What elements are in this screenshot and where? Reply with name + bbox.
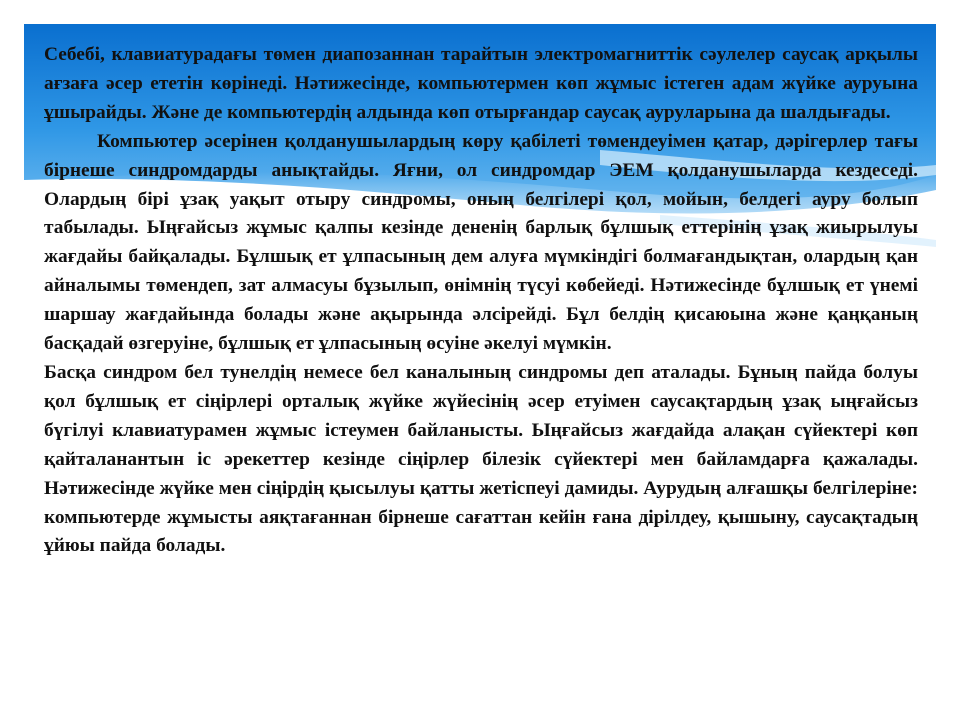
body-text (44, 41, 918, 561)
paragraph-2: Компьютер әсерінен қолданушылардың көру қабілеті төмендеуімен қатар, дәрігерлер тағы бірнеше синдромдарды анықтайды. Яғни, ол синдромдар ЭЕМ қолданушыларда кездеседі. Олардың бірі ұзақ уақыт отыру синдромы, оның белгілері қол, мойын, белдегі ауру болып табылады. Ыңғайсыз жұмыс қалпы кезінде дененің барлық бұлшық еттерінің ұзақ жиырылуы жағдайы байқалады. Бұлшық ет ұлпасының дем алуға мүмкіндігі болмағандықтан, олардың қан айналымы төмендеп, зат алмасуы бұзылып, өнімнің түсуі көбейеді. Нәтижесінде бұлшық ет үнемі шаршау жағдайында болады және ақырында әлсірейді. Бұл белдің қисаюына және қаңқаның басқадай өзгеруіне, бұлшық ет ұлпасының өсуіне әкелуі мүмкін. (44, 130, 918, 355)
paragraph-3: Басқа синдром бел тунелдің немесе бел каналының синдромы деп аталады. Бұның пайда болуы қол бұлшық ет сіңірлері орталық жүйке жүйесінің әсер етуімен саусақтардың ұзақ ыңғайсыз бүгілуі клавиатурамен жұмыс істеумен байланысты. Ыңғайсыз жағдайда алақан сүйектері көп қайталанантын іс әрекеттер кезінде сіңірлер білезік сүйектері мен байламдарға қажалады. Нәтижесінде жүйке мен сіңірдің қысылуы қатты жетіспеуі дамиды. Аурудың алғашқы белгілеріне: компьютерде жұмысты аяқтағаннан бірнеше сағаттан кейін ғана дірілдеу, қышыну, саусақтадың ұйюы пайда болады. (44, 361, 918, 557)
paragraph-1: Себебі, клавиатурадағы төмен диапозаннан тарайтын электромагниттік сәулелер саусақ арқылы ағзаға әсер ететін көрінеді. Нәтижесінде, компьютермен көп жұмыс істеген адам жүйке ауруына ұшырайды. Және де компьютердің алдында көп отырғандар саусақ ауруларына да шалдығады. (44, 44, 918, 123)
